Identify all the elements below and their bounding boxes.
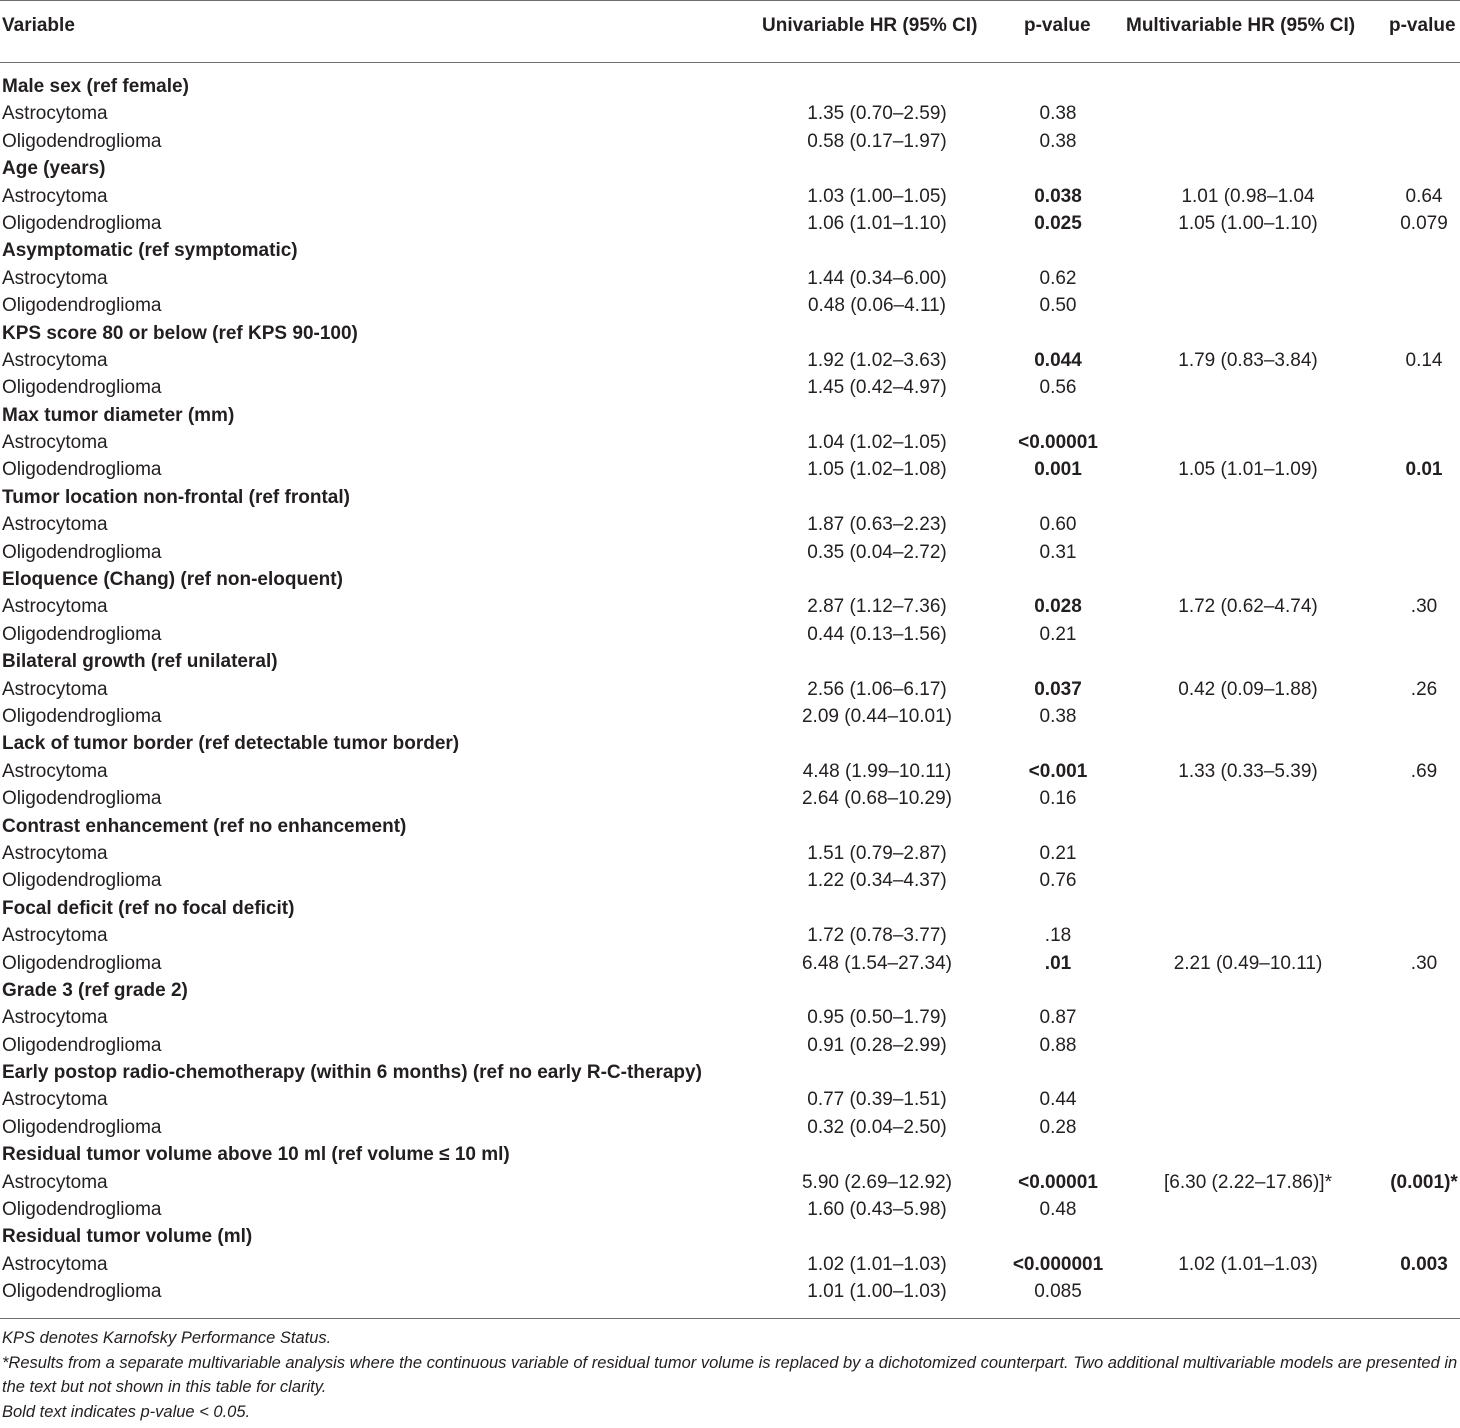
multivariable-hr-cell: 1.01 (0.98–1.04 [1181,185,1315,207]
row-label: Astrocytoma [2,1171,108,1193]
row-label: Astrocytoma [2,267,108,289]
multivariable-hr-cell: 1.79 (0.83–3.84) [1178,349,1318,371]
univariable-hr-cell: 1.72 (0.78–3.77) [807,925,947,947]
section-header-row [0,648,1460,675]
row-label: Astrocytoma [2,432,108,454]
section-title: Age (years) [2,158,106,180]
table-bottom-rule [0,1318,1460,1319]
header-univariable-hr: Univariable HR (95% CI) [762,15,978,36]
table-row [0,128,1460,155]
univariable-hr-cell: 1.92 (1.02–3.63) [807,349,947,371]
table-top-rule [0,0,1460,1]
univariable-p-cell: 0.085 [1034,1281,1082,1303]
univariable-hr-cell: 0.77 (0.39–1.51) [807,1089,947,1111]
section-header-row [0,73,1460,100]
footnote-asterisk: *Results from a separate multivariable analysis where the continuous variable of residual tumor volume is replaced by a dichotomized counterpart. Two additional multivariable models are presented in the text but not shown in this table for clarity. [2,1353,1458,1396]
section-title: Tumor location non-frontal (ref frontal) [2,486,350,508]
section-title: Early postop radio-chemotherapy (within 6 months) (ref no early R-C-therapy) [2,1062,702,1084]
univariable-p-cell: 0.48 [1039,1199,1077,1221]
section-header-row [0,813,1460,840]
univariable-hr-cell: 1.35 (0.70–2.59) [807,103,947,125]
univariable-p-cell: 0.38 [1039,130,1077,152]
univariable-p-cell: <0.00001 [1018,432,1098,454]
row-label: Oligodendroglioma [2,212,162,234]
row-label: Astrocytoma [2,925,108,947]
table-row [0,758,1460,785]
row-label: Oligodendroglioma [2,952,162,974]
table-row [0,950,1460,977]
univariable-p-cell: 0.50 [1039,295,1077,317]
table-row [0,100,1460,127]
section-header-row [0,320,1460,347]
multivariable-hr-cell: 1.33 (0.33–5.39) [1178,760,1318,782]
header-multivariable-hr: Multivariable HR (95% CI) [1126,15,1356,36]
univariable-hr-cell: 2.56 (1.06–6.17) [807,678,947,700]
table-row [0,840,1460,867]
univariable-p-cell: <0.001 [1028,760,1088,782]
univariable-p-cell: 0.28 [1039,1116,1077,1138]
univariable-hr-cell: 0.58 (0.17–1.97) [807,130,947,152]
univariable-hr-cell: 1.45 (0.42–4.97) [807,377,947,399]
section-title: Residual tumor volume (ml) [2,1226,253,1248]
multivariable-p-cell: 0.14 [1405,349,1443,371]
univariable-p-cell: 0.16 [1039,788,1077,810]
table-row [0,210,1460,237]
multivariable-p-cell: .30 [1410,952,1438,974]
multivariable-hr-cell: 2.21 (0.49–10.11) [1173,952,1323,974]
univariable-hr-cell: 1.05 (1.02–1.08) [807,459,947,481]
row-label: Oligodendroglioma [2,1199,162,1221]
univariable-p-cell: 0.038 [1034,185,1082,207]
univariable-p-cell: 0.87 [1039,1007,1077,1029]
section-title: Asymptomatic (ref symptomatic) [2,240,298,262]
univariable-hr-cell: 1.06 (1.01–1.10) [807,212,947,234]
multivariable-p-cell: 0.01 [1405,459,1443,481]
row-label: Astrocytoma [2,760,108,782]
section-title: Contrast enhancement (ref no enhancement) [2,815,407,837]
row-label: Oligodendroglioma [2,459,162,481]
univariable-hr-cell: 1.04 (1.02–1.05) [807,432,947,454]
row-label: Astrocytoma [2,678,108,700]
table-row [0,1278,1460,1305]
section-title: Male sex (ref female) [2,76,189,97]
univariable-hr-cell: 2.09 (0.44–10.01) [801,705,953,727]
row-label: Astrocytoma [2,1089,108,1111]
section-header-row [0,155,1460,182]
header-rule [0,62,1460,63]
univariable-hr-cell: 1.03 (1.00–1.05) [807,185,947,207]
multivariable-p-cell: 0.079 [1400,212,1448,234]
multivariable-p-cell: (0.001)* [1390,1171,1458,1193]
univariable-hr-cell: 2.87 (1.12–7.36) [807,596,947,618]
row-label: Oligodendroglioma [2,1116,162,1138]
table-row [0,265,1460,292]
row-label: Astrocytoma [2,185,108,207]
table-header [0,11,1460,41]
table-row [0,867,1460,894]
row-label: Oligodendroglioma [2,788,162,810]
section-title: Max tumor diameter (mm) [2,404,235,426]
header-variable: Variable [2,15,75,36]
multivariable-p-cell: .30 [1410,596,1438,618]
section-title: Lack of tumor border (ref detectable tumor border) [2,733,460,755]
univariable-hr-cell: 0.32 (0.04–2.50) [807,1116,947,1138]
univariable-p-cell: <0.000001 [1012,1253,1104,1275]
univariable-hr-cell: 0.48 (0.06–4.11) [807,295,947,317]
row-label: Oligodendroglioma [2,870,162,892]
multivariable-hr-cell: 1.02 (1.01–1.03) [1178,1253,1318,1275]
univariable-hr-cell: 4.48 (1.99–10.11) [802,760,952,782]
table-row [0,347,1460,374]
univariable-hr-cell: 6.48 (1.54–27.34) [801,952,953,974]
table-row [0,292,1460,319]
section-header-row [0,566,1460,593]
section-title: Eloquence (Chang) (ref non-eloquent) [2,569,343,591]
table-row [0,456,1460,483]
table-footnotes [2,1326,1458,1424]
section-header-row [0,895,1460,922]
univariable-hr-cell: 1.60 (0.43–5.98) [807,1199,947,1221]
section-title: Focal deficit (ref no focal deficit) [2,897,295,919]
row-label: Astrocytoma [2,1253,108,1275]
row-label: Astrocytoma [2,1007,108,1029]
table-row [0,1086,1460,1113]
row-label: Oligodendroglioma [2,541,162,563]
table-row [0,511,1460,538]
univariable-p-cell: 0.76 [1039,870,1077,892]
multivariable-hr-cell: 1.05 (1.01–1.09) [1178,459,1318,481]
univariable-hr-cell: 1.01 (1.00–1.03) [807,1281,947,1303]
multivariable-p-cell: 0.003 [1400,1253,1448,1275]
univariable-p-cell: 0.21 [1039,623,1077,645]
table-row [0,922,1460,949]
table-row [0,593,1460,620]
univariable-hr-cell: 1.51 (0.79–2.87) [807,842,947,864]
multivariable-hr-cell: 1.05 (1.00–1.10) [1178,212,1318,234]
univariable-p-cell: .01 [1044,952,1072,974]
univariable-p-cell: 0.31 [1039,541,1077,563]
row-label: Astrocytoma [2,514,108,536]
univariable-hr-cell: 1.22 (0.34–4.37) [807,870,947,892]
univariable-p-cell: 0.88 [1039,1034,1077,1056]
section-header-row [0,402,1460,429]
multivariable-p-cell: .26 [1410,678,1438,700]
row-label: Oligodendroglioma [2,623,162,645]
univariable-p-cell: .18 [1044,925,1072,947]
header-univariable-p-value: p-value [1024,15,1091,36]
section-header-row [0,237,1460,264]
table-body [0,73,1460,1306]
univariable-hr-cell: 1.87 (0.63–2.23) [807,514,947,536]
univariable-hr-cell: 0.35 (0.04–2.72) [807,541,947,563]
table-row [0,539,1460,566]
univariable-p-cell: 0.037 [1034,678,1082,700]
row-label: Oligodendroglioma [2,130,162,152]
univariable-p-cell: 0.001 [1034,459,1082,481]
table-row [0,1032,1460,1059]
univariable-p-cell: 0.38 [1039,705,1077,727]
univariable-hr-cell: 0.44 (0.13–1.56) [807,623,947,645]
section-header-row [0,1141,1460,1168]
univariable-p-cell: 0.044 [1034,349,1082,371]
section-title: KPS score 80 or below (ref KPS 90-100) [2,322,358,344]
footnote-kps: KPS denotes Karnofsky Performance Status. [2,1329,332,1347]
section-title: Bilateral growth (ref unilateral) [2,651,278,673]
table-row [0,676,1460,703]
table-row [0,1251,1460,1278]
univariable-hr-cell: 0.91 (0.28–2.99) [807,1034,947,1056]
table-row [0,1114,1460,1141]
section-title: Grade 3 (ref grade 2) [2,979,188,1001]
section-header-row [0,730,1460,757]
row-label: Astrocytoma [2,842,108,864]
univariable-hr-cell: 1.02 (1.01–1.03) [807,1253,947,1275]
univariable-p-cell: <0.00001 [1018,1171,1098,1193]
multivariable-hr-cell: 0.42 (0.09–1.88) [1178,678,1318,700]
univariable-p-cell: 0.38 [1039,103,1077,125]
univariable-hr-cell: 2.64 (0.68–10.29) [801,788,953,810]
univariable-p-cell: 0.56 [1039,377,1077,399]
row-label: Oligodendroglioma [2,377,162,399]
table-row [0,429,1460,456]
multivariable-hr-cell: 1.72 (0.62–4.74) [1178,596,1318,618]
multivariable-p-cell: .69 [1410,760,1438,782]
table-row [0,785,1460,812]
univariable-hr-cell: 0.95 (0.50–1.79) [807,1007,947,1029]
multivariable-hr-cell: [6.30 (2.22–17.86)]* [1164,1171,1332,1193]
univariable-p-cell: 0.60 [1039,514,1077,536]
row-label: Astrocytoma [2,103,108,125]
table-row [0,703,1460,730]
row-label: Oligodendroglioma [2,1034,162,1056]
table-row [0,1004,1460,1031]
row-label: Oligodendroglioma [2,295,162,317]
table-row [0,621,1460,648]
univariable-hr-cell: 1.44 (0.34–6.00) [807,267,947,289]
row-label: Oligodendroglioma [2,705,162,727]
univariable-p-cell: 0.62 [1039,267,1077,289]
row-label: Oligodendroglioma [2,1281,162,1303]
multivariable-p-cell: 0.64 [1405,185,1443,207]
footnote-bold: Bold text indicates p-value < 0.05. [2,1402,251,1421]
header-multivariable-p-value: p-value [1389,15,1456,36]
univariable-p-cell: 0.028 [1034,596,1082,618]
univariable-hr-cell: 5.90 (2.69–12.92) [801,1171,953,1193]
table-row [0,183,1460,210]
row-label: Astrocytoma [2,596,108,618]
univariable-p-cell: 0.21 [1039,842,1077,864]
univariable-p-cell: 0.025 [1034,212,1082,234]
section-header-row [0,1059,1460,1086]
section-header-row [0,1223,1460,1250]
univariable-p-cell: 0.44 [1039,1089,1077,1111]
table-row [0,1196,1460,1223]
section-header-row [0,484,1460,511]
section-header-row [0,977,1460,1004]
table-row [0,1169,1460,1196]
table-row [0,374,1460,401]
row-label: Astrocytoma [2,349,108,371]
section-title: Residual tumor volume above 10 ml (ref volume ≤ 10 ml) [2,1144,510,1166]
